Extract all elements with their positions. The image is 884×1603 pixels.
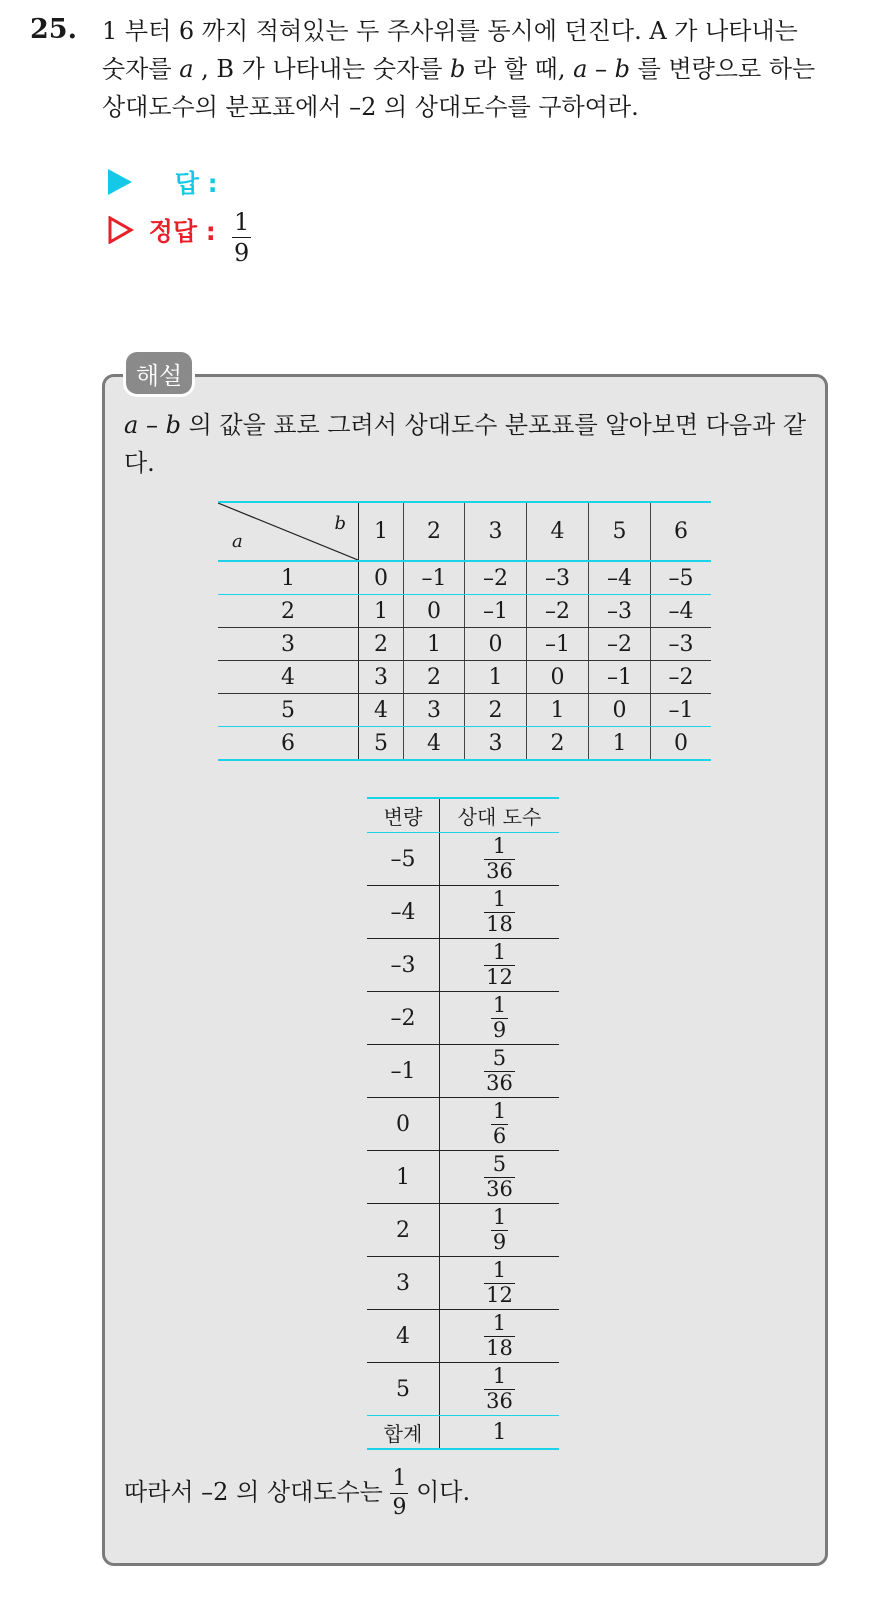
sum-label: 합계 <box>367 1416 440 1450</box>
table-row: 5 $\frac{1}{36}$ <box>367 1363 559 1416</box>
relative-frequency-table <box>367 797 559 1450</box>
correct-answer-row <box>108 212 216 248</box>
table-row: 4 3 2 1 0 –1 –2 <box>218 661 711 694</box>
question-line1: 1 부터 6 까지 적혀있는 두 주사위를 동시에 던진다. A 가 나타내는 <box>102 17 798 45</box>
header-variable: 변량 <box>367 798 440 833</box>
table-row: 3 2 1 0 –1 –2 –3 <box>218 628 711 661</box>
col-header: 2 <box>404 502 465 561</box>
table-row: –3 $\frac{1}{12}$ <box>367 939 559 992</box>
question-text <box>102 12 862 126</box>
question-line3: 상대도수의 분포표에서 –2 의 상대도수를 구하여라. <box>102 93 639 121</box>
sum-value: 1 <box>440 1416 560 1450</box>
table-row: 4 $\frac{1}{18}$ <box>367 1310 559 1363</box>
table-corner-cell <box>218 502 359 561</box>
difference-table <box>218 501 711 761</box>
answer-row <box>108 164 218 200</box>
expr-a-minus-b: a – b <box>573 55 631 83</box>
table-row: 1 0 –1 –2 –3 –4 –5 <box>218 561 711 595</box>
row-label-a: a <box>232 531 243 552</box>
solution-intro: a – b 의 값을 표로 그려서 상대도수 분포표를 알아보면 다음과 같다. <box>124 411 807 477</box>
table-row: –5 $\frac{1}{36}$ <box>367 833 559 886</box>
var-b: b <box>450 55 466 83</box>
table-row: 0 $\frac{1}{6}$ <box>367 1098 559 1151</box>
table-row: 3 $\frac{1}{12}$ <box>367 1257 559 1310</box>
play-triangle-icon <box>108 169 132 195</box>
correct-answer-value: $\frac{1}{9}$ <box>234 208 250 267</box>
solution-tag: 해설 <box>126 352 192 394</box>
table-row: 5 4 3 2 1 0 –1 <box>218 694 711 727</box>
table-row: –1 $\frac{5}{36}$ <box>367 1045 559 1098</box>
var-a: a <box>179 55 194 83</box>
table-row: –2 $\frac{1}{9}$ <box>367 992 559 1045</box>
col-header: 5 <box>589 502 651 561</box>
table-row: 2 $\frac{1}{9}$ <box>367 1204 559 1257</box>
solution-conclusion: 따라서 –2 의 상대도수는 $\frac{1}{9}$ 이다. <box>124 1466 471 1520</box>
correct-answer-label: 정답 : <box>148 217 216 246</box>
col-label-b: b <box>334 513 346 534</box>
header-relative-frequency: 상대 도수 <box>440 798 560 833</box>
question-number: 25. <box>30 14 77 45</box>
question-line2: 숫자를 a , B 가 나타내는 숫자를 b 라 할 때, a – b 를 변량으로 하는 <box>102 55 816 83</box>
table-row: 1 $\frac{5}{36}$ <box>367 1151 559 1204</box>
table-row: 6 5 4 3 2 1 0 <box>218 727 711 761</box>
table-row: 2 1 0 –1 –2 –3 –4 <box>218 595 711 628</box>
answer-label: 답 : <box>174 169 218 198</box>
col-header: 4 <box>527 502 589 561</box>
table-row: –4 $\frac{1}{18}$ <box>367 886 559 939</box>
col-header: 3 <box>465 502 527 561</box>
col-header: 1 <box>359 502 404 561</box>
outline-triangle-icon <box>108 216 134 244</box>
col-header: 6 <box>651 502 712 561</box>
table-sum-row <box>367 1416 559 1450</box>
